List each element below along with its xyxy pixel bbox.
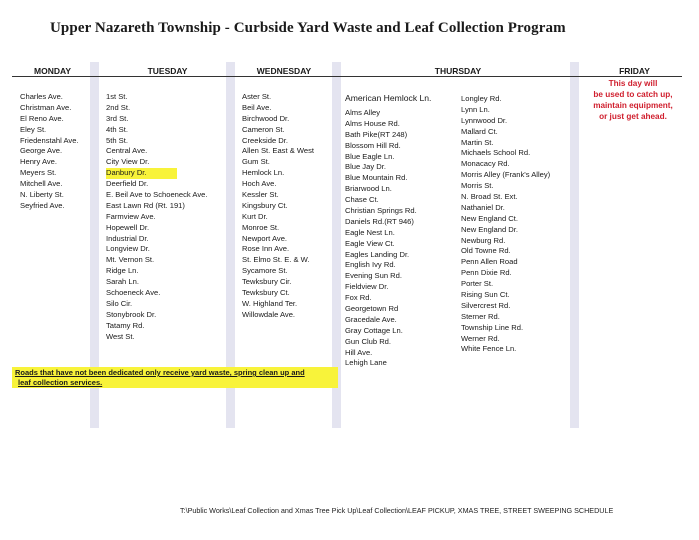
street-name: Blue Eagle Ln. [345, 151, 395, 161]
street-name: Silvercrest Rd. [461, 300, 511, 310]
street-name: New England Dr. [461, 224, 518, 234]
street-item [345, 293, 417, 304]
street-item [242, 168, 314, 179]
street-item [106, 114, 207, 125]
street-item [345, 141, 417, 152]
street-item [461, 116, 550, 127]
street-name: Monacacy Rd. [461, 159, 510, 169]
street-name: Christian Springs Rd. [345, 206, 417, 216]
street-name: Penn Dixie Rd. [461, 268, 512, 278]
street-name: Henry Ave. [20, 157, 58, 167]
street-name: 5th St. [106, 135, 128, 145]
street-name: Evening Sun Rd. [345, 271, 402, 281]
street-item [345, 348, 417, 359]
street-item [461, 344, 550, 355]
street-name: Fox Rd. [345, 293, 372, 303]
street-name: Nathaniel Dr. [461, 202, 505, 212]
street-item [242, 288, 314, 299]
street-name: 4th St. [106, 124, 128, 134]
street-name: Gun Club Rd. [345, 336, 392, 346]
street-item [345, 173, 417, 184]
street-item [242, 234, 314, 245]
street-item [242, 277, 314, 288]
street-name: Eagle Nest Ln. [345, 227, 395, 237]
street-item [345, 195, 417, 206]
street-item [461, 268, 550, 279]
street-name: George Ave. [20, 146, 63, 156]
street-name: Lynnwood Dr. [461, 115, 508, 125]
street-name: Kessler St. [242, 190, 279, 200]
tuesday-street-list [106, 92, 207, 342]
street-item [242, 212, 314, 223]
street-item [106, 179, 207, 190]
street-item [242, 244, 314, 255]
street-item [461, 159, 550, 170]
street-item [20, 146, 79, 157]
street-name: Longley Rd. [461, 94, 502, 103]
street-name: Central Ave. [106, 146, 148, 156]
street-name: Monroe St. [242, 222, 280, 232]
street-name: Rising Sun Ct. [461, 290, 510, 300]
street-name: Mitchell Ave. [20, 179, 63, 189]
street-item [345, 130, 417, 141]
header-thursday: THURSDAY [434, 66, 482, 76]
street-item [461, 225, 550, 236]
street-name: Sycamore St. [242, 266, 288, 276]
street-name: East Lawn Rd (Rt. 191) [106, 200, 185, 210]
street-item [20, 168, 79, 179]
street-item [20, 125, 79, 136]
street-name: 3rd St. [106, 113, 129, 123]
street-item [106, 299, 207, 310]
street-name: 2nd St. [106, 102, 131, 112]
street-name: Michaels School Rd. [461, 148, 531, 158]
street-item [106, 244, 207, 255]
street-item [242, 190, 314, 201]
street-item [106, 223, 207, 234]
street-item [242, 125, 314, 136]
street-name: Penn Allen Road [461, 257, 518, 267]
street-item [461, 301, 550, 312]
street-name: Mallard Ct. [461, 126, 498, 136]
street-item [242, 103, 314, 114]
street-item [106, 212, 207, 223]
street-name: Hoch Ave. [242, 179, 277, 189]
street-item [106, 92, 207, 103]
street-name: Lynn Ln. [461, 104, 490, 114]
street-name: Longview Dr. [106, 244, 150, 254]
street-item [242, 136, 314, 147]
street-name: Deerfield Dr. [106, 179, 149, 189]
street-name: Bath Pike(RT 248) [345, 129, 408, 139]
street-item [461, 148, 550, 159]
street-item [461, 192, 550, 203]
street-name: N. Liberty St. [20, 190, 64, 200]
street-item [345, 119, 417, 130]
street-item [106, 103, 207, 114]
street-name: Rose Inn Ave. [242, 244, 290, 254]
street-item [20, 179, 79, 190]
street-name: Fieldview Dr. [345, 282, 389, 292]
street-item [345, 108, 417, 119]
street-name: Gracedale Ave. [345, 314, 397, 324]
street-item [461, 94, 550, 105]
street-item [461, 203, 550, 214]
street-item [106, 288, 207, 299]
header-monday: MONDAY [34, 66, 71, 76]
street-name: City View Dr. [106, 157, 150, 167]
street-item [106, 136, 207, 147]
street-name: Meyers St. [20, 168, 57, 178]
note-line-2: leaf collection services. [18, 378, 103, 387]
street-item [20, 136, 79, 147]
street-name: English Ivy Rd. [345, 260, 396, 270]
friday-note-line: or just get ahead. [599, 112, 667, 121]
street-name: Eagles Landing Dr. [345, 249, 410, 259]
street-name: St. Elmo St. E. & W. [242, 255, 310, 265]
street-item [345, 228, 417, 239]
street-item [345, 152, 417, 163]
street-item [345, 250, 417, 261]
street-item [20, 92, 79, 103]
street-name: Eagle View Ct. [345, 238, 395, 248]
friday-note-line: maintain equipment, [593, 101, 673, 110]
street-item [242, 299, 314, 310]
street-item [106, 321, 207, 332]
street-item [106, 234, 207, 245]
street-item [242, 255, 314, 266]
street-item [461, 246, 550, 257]
street-name: Tewksbury Ct. [242, 288, 290, 298]
street-name: Tatamy Rd. [106, 320, 145, 330]
street-name: W. Highland Ter. [242, 298, 298, 308]
street-item [345, 358, 417, 369]
street-name: Stonybrook Dr. [106, 309, 157, 319]
street-item [345, 184, 417, 195]
street-name: Porter St. [461, 279, 494, 289]
street-name: Allen St. East & West [242, 146, 315, 156]
street-item [461, 312, 550, 323]
street-name: Hopewell Dr. [106, 222, 150, 232]
street-item [345, 337, 417, 348]
street-item [20, 114, 79, 125]
street-item [242, 223, 314, 234]
column-divider [570, 62, 579, 428]
street-item [461, 323, 550, 334]
street-name: Newburg Rd. [461, 235, 506, 245]
street-item [345, 162, 417, 173]
street-item [242, 179, 314, 190]
street-name: Township Line Rd. [461, 322, 524, 332]
street-name: Beil Ave. [242, 102, 272, 112]
street-item [106, 190, 207, 201]
street-item [461, 181, 550, 192]
street-item [106, 146, 207, 157]
street-item [242, 201, 314, 212]
file-path-footer: T:\Public Works\Leaf Collection and Xmas Tree Pick Up\Leaf Collection\LEAF PICKUP, XMAS TREE, STREET SWEEPING SCHEDULE [180, 506, 614, 515]
street-name: Daniels Rd.(RT 946) [345, 216, 414, 226]
street-item [20, 103, 79, 114]
street-name: N. Broad St. Ext. [461, 192, 518, 202]
street-name: Blue Mountain Rd. [345, 173, 408, 183]
street-name: White Fence Ln. [461, 344, 517, 354]
street-item [461, 214, 550, 225]
street-name: Chase Ct. [345, 195, 379, 205]
thursday-street-list-b [461, 94, 550, 355]
header-wednesday: WEDNESDAY [256, 66, 312, 76]
street-name: Kurt Dr. [242, 211, 268, 221]
friday-note-line: This day will [608, 79, 658, 88]
street-name: West St. [106, 331, 135, 341]
street-item [461, 127, 550, 138]
street-name: Martin St. [461, 137, 494, 147]
street-name: Willowdale Ave. [242, 309, 296, 319]
street-name: El Reno Ave. [20, 113, 64, 123]
street-item [345, 304, 417, 315]
document-title: Upper Nazareth Township - Curbside Yard Waste and Leaf Collection Program [50, 20, 566, 36]
street-name: Morris St. [461, 181, 494, 191]
street-item [461, 290, 550, 301]
header-tuesday: TUESDAY [147, 66, 188, 76]
street-item [20, 190, 79, 201]
street-item [461, 170, 550, 181]
street-item [461, 138, 550, 149]
street-name: Friedenstahl Ave. [20, 135, 79, 145]
street-name: Danbury Dr. [106, 168, 177, 179]
monday-street-list [20, 92, 79, 212]
street-name: Gum St. [242, 157, 270, 167]
street-item [106, 125, 207, 136]
street-name: Lehigh Lane [345, 358, 387, 368]
street-item [106, 255, 207, 266]
street-item [106, 168, 207, 179]
header-rule [12, 76, 682, 77]
street-name: Alms House Rd. [345, 118, 400, 128]
street-name: Industrial Dr. [106, 233, 149, 243]
street-name: Charles Ave. [20, 92, 63, 101]
street-name: Blossom Hill Rd. [345, 140, 401, 150]
street-name: Sarah Ln. [106, 277, 139, 287]
street-item [345, 260, 417, 271]
street-item [242, 310, 314, 321]
street-name: Cameron St. [242, 124, 285, 134]
street-name: Alms Alley [345, 108, 381, 117]
street-item [345, 239, 417, 250]
street-item [106, 201, 207, 212]
street-name: Newport Ave. [242, 233, 288, 243]
street-item [106, 332, 207, 343]
street-name: Ridge Ln. [106, 266, 139, 276]
street-name: Sterner Rd. [461, 311, 500, 321]
street-name: Schoeneck Ave. [106, 288, 161, 298]
street-name: Morris Alley (Frank's Alley) [461, 170, 551, 180]
street-item [345, 271, 417, 282]
street-name: Seyfried Ave. [20, 200, 65, 210]
friday-note-line: be used to catch up, [593, 90, 673, 99]
street-item [461, 334, 550, 345]
street-item [106, 310, 207, 321]
street-name: Creekside Dr. [242, 135, 288, 145]
street-name: Mt. Vernon St. [106, 255, 155, 265]
street-item [461, 257, 550, 268]
undedicated-roads-note [12, 367, 338, 388]
street-name: Hemlock Ln. [242, 168, 285, 178]
street-item [242, 266, 314, 277]
street-item [242, 114, 314, 125]
street-item [461, 279, 550, 290]
street-item [345, 315, 417, 326]
street-name: Farmview Ave. [106, 211, 156, 221]
street-item [461, 105, 550, 116]
street-name: Blue Jay Dr. [345, 162, 386, 172]
street-name: Aster St. [242, 92, 272, 101]
street-name: E. Beil Ave to Schoeneck Ave. [106, 190, 208, 200]
thursday-first-street: American Hemlock Ln. [345, 93, 432, 103]
street-name: Hill Ave. [345, 347, 373, 357]
street-name: Eley St. [20, 124, 47, 134]
wednesday-street-list [242, 92, 314, 321]
street-name: Christman Ave. [20, 102, 72, 112]
street-name: Werner Rd. [461, 333, 500, 343]
street-name: Silo Cir. [106, 298, 133, 308]
friday-note [586, 78, 680, 122]
street-item [461, 236, 550, 247]
street-item [345, 217, 417, 228]
header-friday: FRIDAY [619, 66, 650, 76]
street-name: New England Ct. [461, 213, 518, 223]
thursday-street-list-a [345, 108, 417, 369]
street-name: Gray Cottage Ln. [345, 325, 403, 335]
street-item [106, 266, 207, 277]
street-name: Kingsbury Ct. [242, 200, 288, 210]
street-item [345, 206, 417, 217]
street-item [242, 157, 314, 168]
street-item [106, 157, 207, 168]
street-name: Briarwood Ln. [345, 184, 392, 194]
street-name: Old Towne Rd. [461, 246, 511, 256]
note-line-1: Roads that have not been dedicated only receive yard waste, spring clean up and [15, 368, 305, 377]
street-item [242, 92, 314, 103]
street-item [345, 326, 417, 337]
street-name: 1st St. [106, 92, 128, 101]
street-item [242, 146, 314, 157]
street-item [345, 282, 417, 293]
street-item [20, 201, 79, 212]
street-item [106, 277, 207, 288]
street-name: Georgetown Rd [345, 304, 399, 314]
street-name: Birchwood Dr. [242, 113, 290, 123]
street-name: Tewksbury Cir. [242, 277, 292, 287]
street-item [20, 157, 79, 168]
